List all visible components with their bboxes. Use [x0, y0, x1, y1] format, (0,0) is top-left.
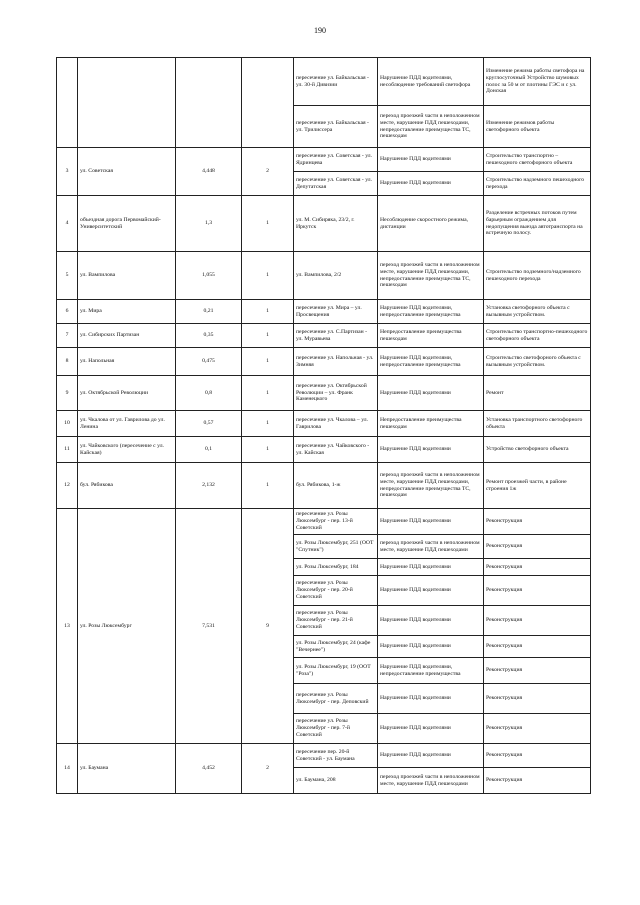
- violation: переход проезжей части в неположенном месте, нарушение ПДД пешеходами: [378, 535, 484, 559]
- accident-locations-table: [56, 57, 591, 794]
- measure: Реконструкция: [484, 768, 591, 794]
- measure: Установка транспортного светофорного объекта: [484, 411, 591, 437]
- row-number: 4: [57, 196, 78, 252]
- site-count: 1: [242, 300, 294, 324]
- violation: Нарушение ПДД водителями: [378, 744, 484, 768]
- measure: Строительство надземного пешеходного перехода: [484, 172, 591, 196]
- location: бул. Рябикова, 1-ж: [294, 463, 378, 509]
- measure: Строительство светофорного объекта с вызывным устройством.: [484, 348, 591, 376]
- location: пересечение ул. Розы Люксембург - пер. 21-й Советский: [294, 606, 378, 636]
- violation: Нарушение ПДД водителями: [378, 437, 484, 463]
- table-row: [57, 148, 591, 172]
- street-length: [176, 58, 242, 148]
- street-length: 0,57: [176, 411, 242, 437]
- street-name: ул. Чкалова от ул. Гаврилова до ул. Ленина: [78, 411, 176, 437]
- row-number: 7: [57, 324, 78, 348]
- violation: Нарушение ПДД водителями: [378, 509, 484, 535]
- violation: Нарушение ПДД водителями: [378, 576, 484, 606]
- violation: Нарушение ПДД водителями: [378, 376, 484, 411]
- table-row: [57, 324, 591, 348]
- street-length: 1,055: [176, 252, 242, 300]
- table-row: [57, 437, 591, 463]
- violation: Непредоставление преимущества пешеходам: [378, 411, 484, 437]
- street-length: 7,531: [176, 509, 242, 744]
- location: ул. Розы Люксембург, 19 (ООТ "Роза"): [294, 658, 378, 684]
- violation: Нарушение ПДД водителями, непредоставление преимущества: [378, 348, 484, 376]
- measure: Реконструкция: [484, 658, 591, 684]
- measure: Реконструкция: [484, 744, 591, 768]
- street-name: ул. Вампилова: [78, 252, 176, 300]
- table-row: [57, 252, 591, 300]
- street-name: ул. Напольная: [78, 348, 176, 376]
- location: пересечение ул. Розы Люксембург - пер. Деповский: [294, 684, 378, 714]
- location: пересечение ул. Напольная - ул. Зимняя: [294, 348, 378, 376]
- table-row: [57, 196, 591, 252]
- violation: Несоблюдение скоростного режима, дистанции: [378, 196, 484, 252]
- measure: Реконструкция: [484, 559, 591, 576]
- street-name: ул. Советская: [78, 148, 176, 196]
- row-number: 13: [57, 509, 78, 744]
- row-number: 8: [57, 348, 78, 376]
- measure: Изменение режимов работы светофорного объекта: [484, 106, 591, 148]
- street-name: объездная дорога Первомайский-Университетский: [78, 196, 176, 252]
- violation: переход проезжей части в неположенном месте, нарушение ПДД пешеходами, непредоставление преимущества ТС, пешеходам: [378, 106, 484, 148]
- measure: Изменение режима работы светофора на круглосуточный Устройство шумовых полос за 50 м от плотины ГЭС и с ул. Донская: [484, 58, 591, 106]
- violation: Нарушение ПДД водителями: [378, 684, 484, 714]
- row-number: 9: [57, 376, 78, 411]
- location: пересечение ул. Советская - ул. Депутатская: [294, 172, 378, 196]
- location: ул. Вампилова, 2/2: [294, 252, 378, 300]
- location: ул. М. Сибиряка, 23/2, г. Иркутск: [294, 196, 378, 252]
- table-row: [57, 744, 591, 768]
- table-row: [57, 509, 591, 535]
- street-length: 1,3: [176, 196, 242, 252]
- table-row: [57, 376, 591, 411]
- location: пересечение ул. С.Партизан - ул. Муравьева: [294, 324, 378, 348]
- street-length: 0,1: [176, 437, 242, 463]
- site-count: 2: [242, 744, 294, 794]
- site-count: 1: [242, 463, 294, 509]
- violation: переход проезжей части в неположенном месте, нарушение ПДД пешеходами: [378, 768, 484, 794]
- row-number: 10: [57, 411, 78, 437]
- violation: Нарушение ПДД водителями: [378, 148, 484, 172]
- location: пересечение ул. Чайковского - ул. Кайская: [294, 437, 378, 463]
- row-number: 6: [57, 300, 78, 324]
- measure: Реконструкция: [484, 606, 591, 636]
- site-count: 1: [242, 411, 294, 437]
- page-number: 190: [314, 26, 326, 35]
- violation: переход проезжей части в неположенном месте, нарушение ПДД пешеходами, непредоставление преимущества ТС, пешеходам: [378, 463, 484, 509]
- violation: переход проезжей части в неположенном месте, нарушение ПДД пешеходами, непредоставление преимущества ТС, пешеходам: [378, 252, 484, 300]
- site-count: 1: [242, 196, 294, 252]
- violation: Нарушение ПДД водителями: [378, 172, 484, 196]
- measure: Реконструкция: [484, 684, 591, 714]
- violation: Нарушение ПДД водителями: [378, 559, 484, 576]
- measure: Реконструкция: [484, 576, 591, 606]
- location: пересечение пер. 20-й Советский - ул. Баумана: [294, 744, 378, 768]
- violation: Нарушение ПДД водителями: [378, 714, 484, 744]
- measure: Строительство транспортно-пешеходного светофорного объекта: [484, 324, 591, 348]
- violation: Нарушение ПДД водителями: [378, 636, 484, 658]
- violation: Нарушение ПДД водителями: [378, 606, 484, 636]
- measure: Устройство светофорного объекта: [484, 437, 591, 463]
- table-row: [57, 348, 591, 376]
- location: пересечение ул. Байкальская - ул. 30-й Дивизии: [294, 58, 378, 106]
- street-length: 4,452: [176, 744, 242, 794]
- row-number: [57, 58, 78, 148]
- table-row: [57, 300, 591, 324]
- street-length: 2,132: [176, 463, 242, 509]
- violation: Нарушение ПДД водителями, несоблюдение требований светофора: [378, 58, 484, 106]
- measure: Строительство подземного/надземного пешеходного перехода: [484, 252, 591, 300]
- measure: Реконструкция: [484, 509, 591, 535]
- measure: Ремонт: [484, 376, 591, 411]
- street-length: 0,35: [176, 324, 242, 348]
- street-length: 0,21: [176, 300, 242, 324]
- street-name: ул. Баумана: [78, 744, 176, 794]
- location: ул. Розы Люксембург, 184: [294, 559, 378, 576]
- site-count: 2: [242, 148, 294, 196]
- site-count: [242, 58, 294, 148]
- street-name: ул. Чайковского (пересечение с ул. Кайская): [78, 437, 176, 463]
- row-number: 12: [57, 463, 78, 509]
- measure: Строительство транспортно – пешеходного светофорного объекта: [484, 148, 591, 172]
- street-name: ул. Сибирских Партизан: [78, 324, 176, 348]
- street-name: [78, 58, 176, 148]
- violation: Нарушение ПДД водителями, непредоставление преимущества: [378, 300, 484, 324]
- measure: Установка светофорного объекта с вызывным устройством.: [484, 300, 591, 324]
- table-row: [57, 463, 591, 509]
- row-number: 14: [57, 744, 78, 794]
- violation: Нарушение ПДД водителями, непредоставление преимущества: [378, 658, 484, 684]
- location: пересечение ул. Чкалова – ул. Гаврилова: [294, 411, 378, 437]
- location: пересечение ул. Розы Люксембург - пер. 7-й Советский: [294, 714, 378, 744]
- site-count: 1: [242, 324, 294, 348]
- violation: Непредоставление преимущества пешеходам: [378, 324, 484, 348]
- site-count: 9: [242, 509, 294, 744]
- location: пересечение ул. Розы Люксембург - пер. 20-й Советский: [294, 576, 378, 606]
- street-name: ул. Розы Люксембург: [78, 509, 176, 744]
- location: пересечение ул. Мира – ул. Просвещения: [294, 300, 378, 324]
- site-count: 1: [242, 252, 294, 300]
- location: пересечение ул. Октябрьской Революции – ул. Франк Каменецкого: [294, 376, 378, 411]
- street-length: 0,475: [176, 348, 242, 376]
- street-length: 4,448: [176, 148, 242, 196]
- location: пересечение ул. Розы Люксембург - пер. 13-й Советский: [294, 509, 378, 535]
- row-number: 5: [57, 252, 78, 300]
- location: ул. Розы Люксембург, 251 (ООТ "Спутник"): [294, 535, 378, 559]
- row-number: 3: [57, 148, 78, 196]
- street-name: ул. Мира: [78, 300, 176, 324]
- measure: Ремонт проезжей части, в районе строения 1ж: [484, 463, 591, 509]
- street-length: 0,8: [176, 376, 242, 411]
- location: пересечение ул. Байкальская - ул. Трилиссера: [294, 106, 378, 148]
- street-name: бул. Рябикова: [78, 463, 176, 509]
- site-count: 1: [242, 376, 294, 411]
- street-name: ул. Октябрьской Революции: [78, 376, 176, 411]
- measure: Реконструкция: [484, 636, 591, 658]
- measure: Реконструкция: [484, 714, 591, 744]
- measure: Реконструкция: [484, 535, 591, 559]
- row-number: 11: [57, 437, 78, 463]
- location: пересечение ул. Советская - ул. Ядринцева: [294, 148, 378, 172]
- measure: Разделение встречных потоков путем барьерным ограждением для недопущения выезда автотранспорта на встречную полосу.: [484, 196, 591, 252]
- location: ул. Розы Люксембург, 24 (кафе "Вечернее"): [294, 636, 378, 658]
- site-count: 1: [242, 348, 294, 376]
- location: ул. Баумана, 208: [294, 768, 378, 794]
- table-row: [57, 58, 591, 106]
- table-row: [57, 411, 591, 437]
- site-count: 1: [242, 437, 294, 463]
